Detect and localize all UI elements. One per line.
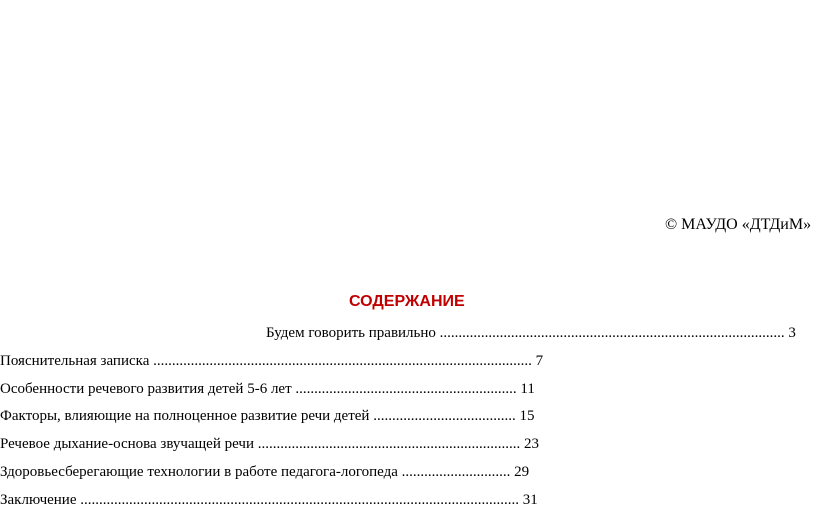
toc-entry	[0, 407, 534, 425]
toc-leader-dots: .............................	[401, 464, 511, 480]
copyright-notice: © МАУДО «ДТДиМ»	[665, 216, 812, 233]
toc-leader-dots: ............................................................................................	[439, 325, 785, 341]
toc-entry	[0, 463, 529, 481]
toc-page-number: 7	[531, 353, 544, 369]
toc-leader-dots: .....................................................................................................................	[80, 492, 519, 508]
toc-entry-title: Будем говорить правильно	[266, 325, 440, 341]
toc-leader-dots: ...........................................................	[295, 381, 517, 397]
toc-page-number: 11	[516, 381, 535, 397]
toc-entry-title: Заключение	[0, 492, 81, 508]
toc-entry	[0, 352, 543, 370]
toc-entry-title: Пояснительная записка	[0, 353, 154, 369]
toc-entry	[0, 491, 538, 509]
toc-entry	[0, 435, 539, 453]
toc-entry-title: Здоровьесберегающие технологии в работе педагога-логопеда	[0, 464, 402, 480]
toc-page-number: 23	[520, 436, 539, 452]
toc-leader-dots: ......................................	[373, 408, 516, 424]
toc-entry-title: Факторы, влияющие на полноценное развитие речи детей	[0, 408, 374, 424]
toc-entry-title: Особенности речевого развития детей 5-6 лет	[0, 381, 296, 397]
toc-leader-dots: ......................................................................	[257, 436, 521, 452]
toc-page-number: 29	[510, 464, 530, 480]
toc-page-number: 3	[784, 325, 796, 341]
toc-entry	[266, 324, 796, 342]
toc-entry	[0, 380, 535, 398]
toc-entry-title: Речевое дыхание-основа звучащей речи	[0, 436, 258, 452]
toc-page-number: 31	[519, 492, 538, 508]
toc-page-number: 15	[515, 408, 535, 424]
toc-heading: СОДЕРЖАНИЕ	[349, 293, 465, 310]
toc-leader-dots: .....................................................................................................	[153, 353, 532, 369]
